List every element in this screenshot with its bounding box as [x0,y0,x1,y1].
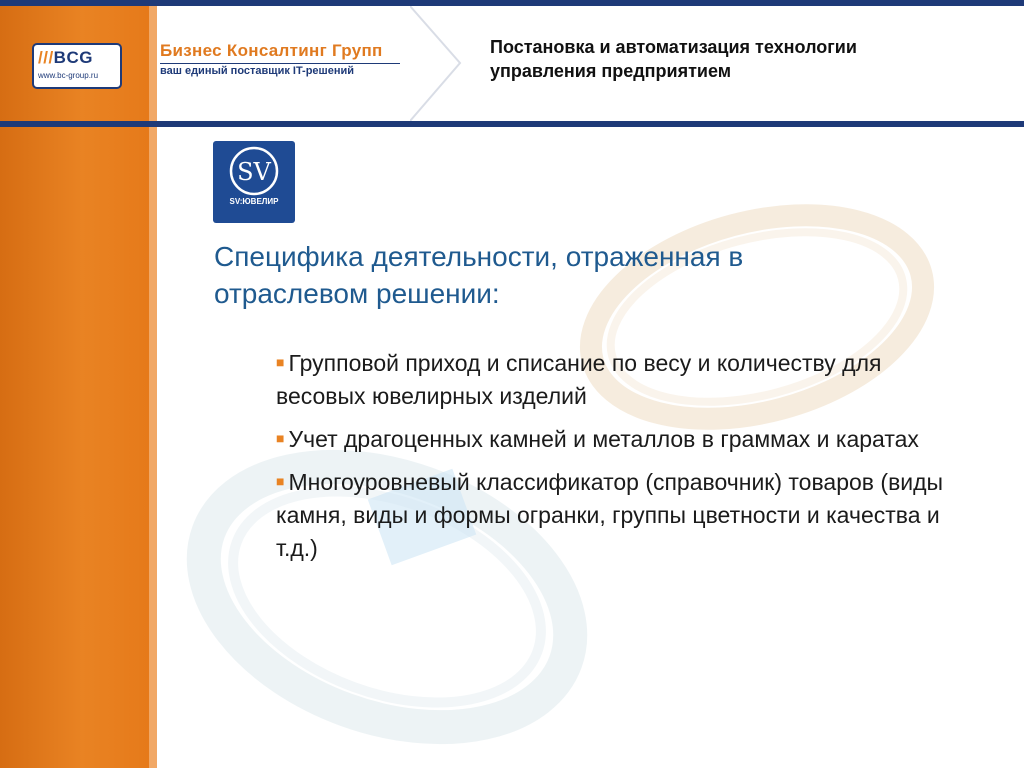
header-chevron-divider [410,6,470,121]
sv-logo-caption: SV:ЮВЕЛИР [229,197,279,206]
bcg-logo [32,43,122,89]
section-title [214,238,914,312]
bullet-square-icon: ■ [276,430,285,446]
bullet-square-icon: ■ [276,354,285,370]
sv-emblem-icon [213,141,295,197]
sv-jeweler-logo [213,141,295,223]
bcg-logo-url: www.bc-group.ru [38,71,99,80]
feature-list [276,346,956,574]
company-name: Бизнес Консалтинг Групп [160,41,383,60]
header-title-line1: Постановка и автоматизация технологии [490,37,857,57]
section-title-line1: Специфика деятельности, отраженная в [214,241,744,272]
bullet-square-icon: ■ [276,473,285,489]
slide-header-title [490,35,1000,83]
bcg-logo-slashes: /// [38,48,54,67]
slide-header [0,0,1024,124]
section-title-line2: отраслевом решении: [214,278,500,309]
list-item [276,465,956,565]
list-item-text: Многоуровневый классификатор (справочник) товаров (виды камня, виды и формы огранки, группы цветности и качества и т.д.) [276,469,944,561]
list-item-text: Учет драгоценных камней и металлов в граммах и каратах [288,426,919,452]
list-item [276,422,956,456]
bcg-logo-text: BCG [53,48,93,67]
header-bottom-rule [0,121,1024,127]
list-item-text: Групповой приход и списание по весу и количеству для весовых ювелирных изделий [276,350,882,409]
header-title-line2: управления предприятием [490,61,732,81]
company-brand [160,41,410,77]
company-tagline: ваш единый поставщик IT-решений [160,63,400,77]
svg-text:SV: SV [237,158,271,186]
list-item [276,346,956,413]
